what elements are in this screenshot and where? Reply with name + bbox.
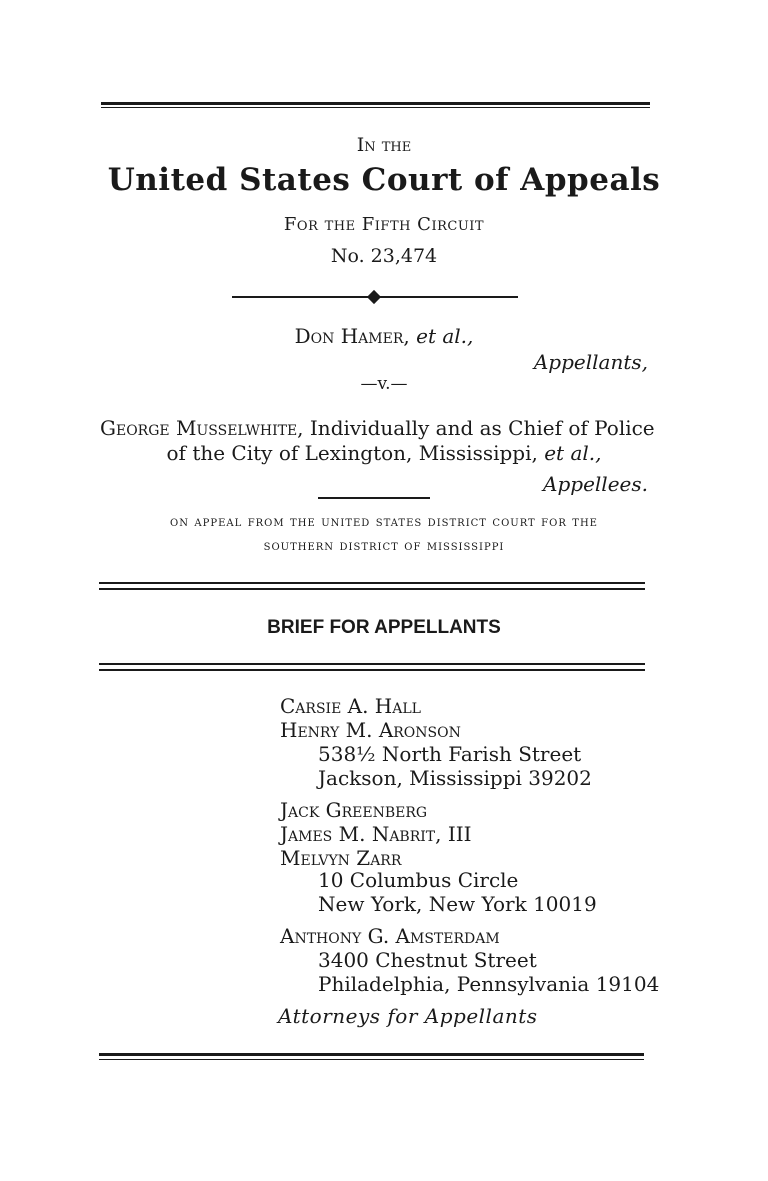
appellee-name: George Musselwhite, [100,416,304,440]
brief-title: BRIEF FOR APPELLANTS [267,617,501,638]
attorney-name: Jack Greenberg [280,798,428,822]
appellee-line2: of the City of Lexington, Mississippi, [166,441,538,465]
attorney-name: Anthony G. Amsterdam [280,924,500,948]
circuit-label: For the Fifth Circuit [283,214,485,235]
top-rule-thin [101,107,650,108]
attorney-name: Henry M. Aronson [280,718,461,742]
title-rule-top-2 [99,588,645,590]
attorneys-signature: Attorneys for Appellants [278,1004,538,1028]
attorney-address: New York, New York 10019 [318,892,597,916]
appeal-line-1: on appeal from the united states district court for the [170,514,598,530]
title-rule-top-1 [99,582,645,584]
attorney-address: Jackson, Mississippi 39202 [318,766,592,790]
attorney-address: Philadelphia, Pennsylvania 19104 [318,972,660,996]
appellant-name: Don Hamer, [294,324,410,348]
court-name: United States Court of Appeals [107,162,661,198]
attorney-address: 3400 Chestnut Street [318,948,537,972]
ornament-diamond [367,290,381,304]
attorney-name: James M. Nabrit, III [280,822,472,846]
appeal-line-2: southern district of mississippi [263,538,505,554]
versus: —v.— [360,374,408,394]
appellant-etal: et al., [416,324,474,348]
attorney-name: Carsie A. Hall [280,694,421,718]
title-rule-bottom-2 [99,669,645,671]
attorney-address: 10 Columbus Circle [318,868,519,892]
bottom-rule-thick [99,1053,644,1056]
appellee-line-1 [100,416,655,440]
appellant-role: Appellants, [533,350,648,374]
appellee-role: Appellees. [543,472,648,496]
title-rule-bottom-1 [99,663,645,665]
attorney-address: 538½ North Farish Street [318,742,582,766]
in-the-label: In the [356,134,412,156]
short-rule [318,497,430,499]
appellant-line [0,324,768,348]
top-rule-thick [101,102,650,105]
bottom-rule-thin [99,1059,644,1060]
case-number: No. 23,474 [330,245,438,267]
appellee-line1-rest: Individually and as Chief of Police [309,416,655,440]
appellee-line-2 [0,441,768,465]
attorney-name: Melvyn Zarr [280,846,402,870]
appellee-etal: et al., [544,441,602,465]
